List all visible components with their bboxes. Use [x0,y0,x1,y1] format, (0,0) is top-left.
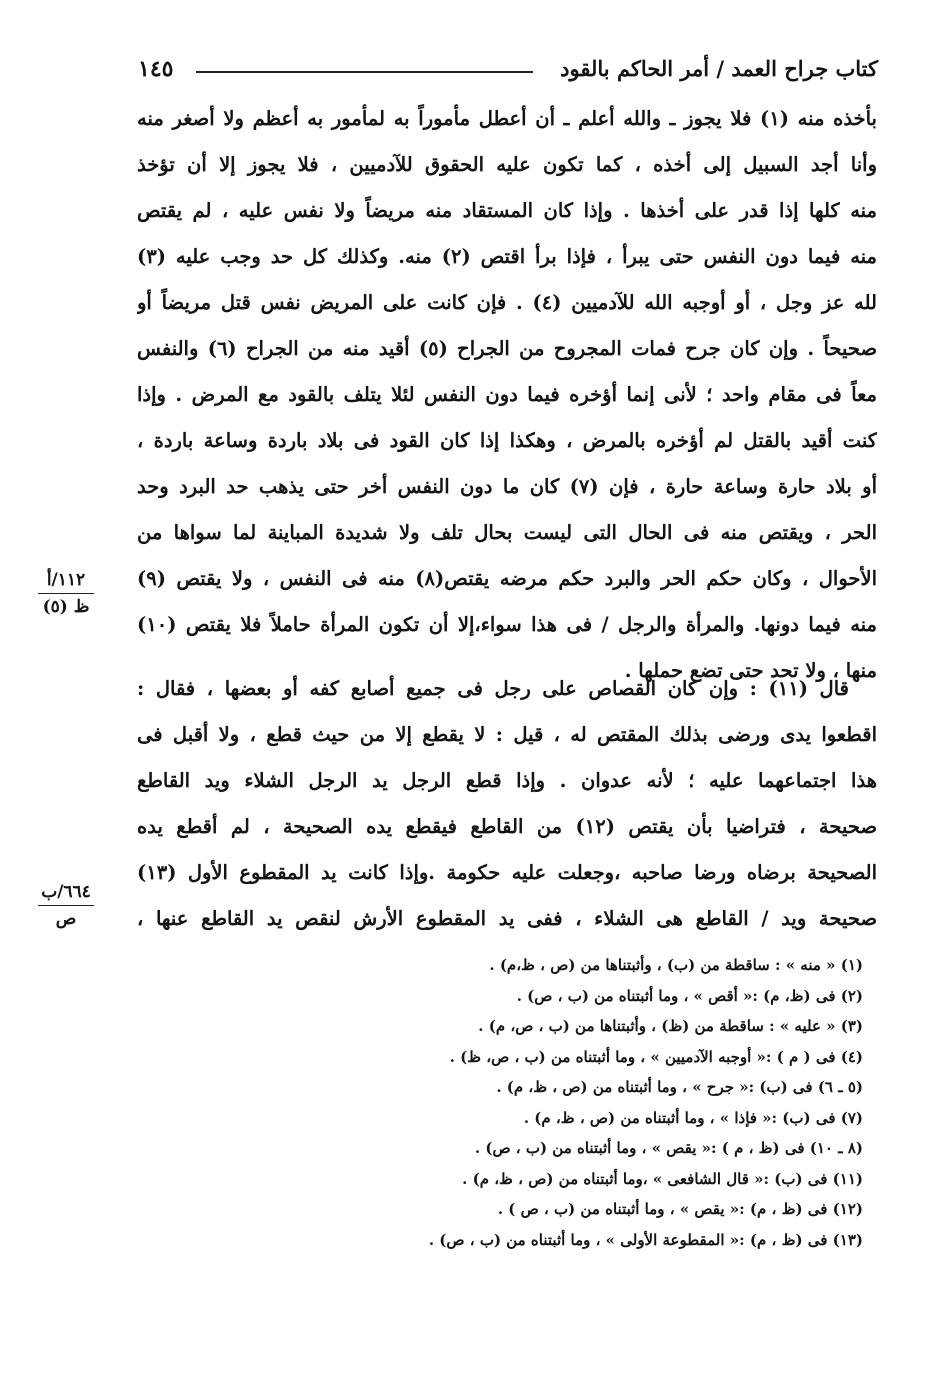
text-line: أو بلاد حارة وساعة حارة ، فإن (٧) كان ما دون النفس أخر حتى يذهب حد البرد وحد [137,475,877,498]
margin-note-rule [38,593,94,594]
page-number: ١٤٥ [138,56,174,82]
text-line: قال (١١) : وإن كان القصاص على رجل فى جميع أصابع كفه أو بعضها ، فقال : [137,677,849,700]
text-line: الأحوال ، وكان حكم الحر والبرد حكم مرضه يقتص(٨) منه فى النفس ، ولا يقتص (٩) [137,567,877,590]
text-line: اقطعوا يدى ورضى بذلك المقتص له ، قيل : لا يقطع إلا من حيث قطع ، ولا أقبل فى [137,723,877,746]
header-rule [196,71,533,73]
text-line: صحيحاً . وإن كان جرح فمات المجروح من الجراح (٥) أقيد منه من الجراح (٦) والنفس [137,337,877,360]
margin-note-bottom: ظ (٥) [42,597,90,617]
margin-note-top: ١١٢/أ [46,570,86,590]
paragraph-2 [137,666,877,942]
text-line: معاً فى مقام واحد ؛ لأنى إنما أؤخره فيما دون النفس لئلا يتلف بالقود مع المرض . وإذا [137,383,877,406]
footnote: (٣) « عليه » : ساقطة من (ظ) ، وأثبتناها من (ب ، ص، م) . [478,1017,863,1035]
text-line: كنت أقيد بالقتل لم أؤخره بالمرض ، وهكذا إذا كان القود فى بلاد باردة وساعة باردة ، [137,429,877,452]
running-title: كتاب جراح العمد / أمر الحاكم بالقود [560,56,878,81]
text-line: صحيحة ويد / القاطع هى الشلاء ، ففى يد المقطوع الأرش لنقص يد القاطع عنها ، [137,907,877,930]
text-line: منه فيما دونها. والمرأة والرجل / فى هذا سواء،إلا أن تكون المرأة حاملاً فلا يقتص (١٠) [137,613,877,636]
footnote: (١١) فى (ب) :« قال الشافعى » ،وما أثبتناه من (ص ، ظ، م) . [462,1169,863,1188]
text-line: وأنا أجد السبيل إلى أخذه ، كما تكون عليه الحقوق للآدميين ، فلا يجوز إلا أن تؤخذ [137,153,877,176]
text-line: لله عز وجل ، أو أوجبه الله للآدميين (٤) . فإن كانت على المريض نفس قتل مريضاً أو [137,291,877,314]
text-line: صحيحة ، فتراضيا بأن يقتص (١٢) من القاطع فيقطع يده الصحيحة ، لم أقطع يده [137,815,877,838]
text-line: الصحيحة برضاه ورضا صاحبه ،وجعلت عليه حكومة .وإذا كانت يد المقطوع الأول (١٣) [137,861,877,884]
text-line: منه كلها إذا قدر على أخذها . وإذا كان المستقاد منه مريضاً ولا نفس عليه ، لم يقتص [137,199,877,222]
margin-note [34,880,98,931]
text-line: منه فيما دون النفس حتى يبرأ ، فإذا برأ اقتص (٢) منه. وكذلك كل حد وجب عليه (٣) [137,245,877,268]
margin-note-bottom: ص [55,909,77,929]
footnote: (١٣) فى (ظ ، م) :« المقطوعة الأولى » ، وما أثبتناه من (ب ، ص) . [428,1230,863,1249]
footnotes [343,950,863,1255]
footnote: (٨ ـ ١٠) فى (ظ ، م ) :« يقص » ، وما أثبتناه من (ب ، ص) . [474,1139,863,1157]
text-line: الحر ، ويقتص منه فى الحال التى ليست بحال تلف ولا شديدة المباينة لما سواها من [137,521,877,544]
text-line: هذا اجتماعهما عليه ؛ لأنه عدوان . وإذا قطع الرجل يد الرجل الشلاء ويد القاطع [137,769,877,792]
footnote: (٥ ـ ٦) فى (ب) :« جرح » ، وما أثبتناه من (ص ، ظ، م) . [496,1078,863,1096]
footnote: (٢) فى (ظ، م) :« أقص » ، وما أثبتناه من (ب ، ص) . [516,986,863,1005]
margin-note-rule [38,905,94,906]
margin-note-top: ٦٦٤/ب [41,882,91,902]
footnote: (٤) فى ( م ) :« أوجبه الآدميين » ، وما أثبتناه من (ب ، ص، ظ) . [449,1047,863,1066]
running-header [138,56,878,92]
paragraph-1 [137,96,877,694]
margin-note [34,568,98,619]
footnote: (٧) فى (ب) :« فإذا » ، وما أثبتناه من (ص ، ظ، م) . [523,1108,863,1127]
text-line: منها ، ولا تحد حتى تضع حملها . [624,659,877,682]
footnote: (١٢) فى (ظ ، م) :« يقص » ، وما أثبتناه من (ب ، ص ) . [497,1200,863,1218]
footnote: (١) « منه » : ساقطة من (ب) ، وأثبتناها من (ص ، ظ،م) . [489,956,863,974]
text-line: بأخذه منه (١) فلا يجوز ـ والله أعلم ـ أن أعطل مأموراً به لمأمور به أعظم ولا أصغر منه [137,107,877,130]
